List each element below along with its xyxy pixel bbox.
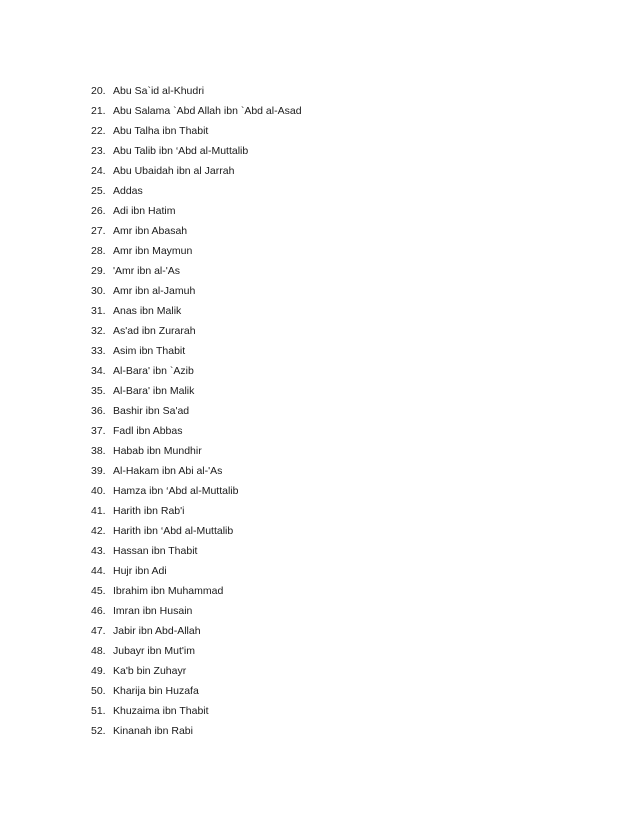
- list-item-number: 24.: [91, 165, 106, 177]
- list-item-number: 27.: [91, 225, 106, 237]
- list-item-name: Jabir ibn Abd-Allah: [113, 625, 201, 637]
- list-item: [91, 361, 302, 381]
- list-item-number: 45.: [91, 585, 106, 597]
- list-item-name: Al-Bara' ibn `Azib: [113, 365, 194, 377]
- list-item: [91, 381, 302, 401]
- list-item-name: Habab ibn Mundhir: [113, 445, 202, 457]
- list-item: [91, 581, 302, 601]
- list-item-name: Fadl ibn Abbas: [113, 425, 183, 437]
- list-item: [91, 181, 302, 201]
- list-item-name: Abu Sa`id al-Khudri: [113, 85, 205, 97]
- list-item-number: 20.: [91, 85, 106, 97]
- list-item-name: Amr ibn Abasah: [113, 225, 188, 237]
- list-item: [91, 461, 302, 481]
- list-item-number: 23.: [91, 145, 106, 157]
- list-item: [91, 721, 302, 741]
- list-item-name: Ibrahim ibn Muhammad: [113, 585, 224, 597]
- list-item-number: 31.: [91, 305, 106, 317]
- list-item-number: 38.: [91, 445, 106, 457]
- list-item-number: 36.: [91, 405, 106, 417]
- list-item: [91, 161, 302, 181]
- list-item: [91, 141, 302, 161]
- list-item-number: 41.: [91, 505, 106, 517]
- list-item-name: Ka'b bin Zuhayr: [113, 665, 187, 677]
- list-item-name: Al-Hakam ibn Abi al-'As: [113, 465, 223, 477]
- list-item-name: As'ad ibn Zurarah: [113, 325, 196, 337]
- list-item: [91, 641, 302, 661]
- list-item-number: 47.: [91, 625, 106, 637]
- list-item: [91, 281, 302, 301]
- list-item: [91, 621, 302, 641]
- list-item: [91, 121, 302, 141]
- list-item-name: Addas: [113, 185, 143, 197]
- list-item: [91, 201, 302, 221]
- list-item: [91, 701, 302, 721]
- list-item-name: Amr ibn al-Jamuh: [113, 285, 196, 297]
- list-item-number: 50.: [91, 685, 106, 697]
- list-item: [91, 441, 302, 461]
- list-item: [91, 261, 302, 281]
- list-item: [91, 401, 302, 421]
- list-item: [91, 221, 302, 241]
- list-item: [91, 541, 302, 561]
- list-item-number: 43.: [91, 545, 106, 557]
- list-item-name: Abu Salama `Abd Allah ibn `Abd al-Asad: [113, 105, 302, 117]
- list-item-number: 52.: [91, 725, 106, 737]
- list-item-number: 34.: [91, 365, 106, 377]
- list-item-number: 26.: [91, 205, 106, 217]
- list-item: [91, 601, 302, 621]
- list-item-number: 30.: [91, 285, 106, 297]
- list-item-number: 49.: [91, 665, 106, 677]
- list-item-name: Asim ibn Thabit: [113, 345, 186, 357]
- list-item-name: Khuzaima ibn Thabit: [113, 705, 209, 717]
- list-item-name: 'Amr ibn al-'As: [113, 265, 181, 277]
- list-item: [91, 101, 302, 121]
- list-item: [91, 681, 302, 701]
- list-item-number: 44.: [91, 565, 106, 577]
- list-item-name: Harith ibn ‘Abd al-Muttalib: [113, 525, 234, 537]
- list-item-name: Bashir ibn Sa'ad: [113, 405, 190, 417]
- list-item: [91, 521, 302, 541]
- list-item: [91, 481, 302, 501]
- list-item-name: Hujr ibn Adi: [113, 565, 167, 577]
- list-item-name: Harith ibn Rab'i: [113, 505, 185, 517]
- list-item-number: 28.: [91, 245, 106, 257]
- list-item: [91, 341, 302, 361]
- list-item: [91, 421, 302, 441]
- list-item-number: 39.: [91, 465, 106, 477]
- list-item: [91, 321, 302, 341]
- list-item: [91, 301, 302, 321]
- list-item: [91, 561, 302, 581]
- list-item-number: 48.: [91, 645, 106, 657]
- list-item-number: 35.: [91, 385, 106, 397]
- list-item-name: Abu Talib ibn ‘Abd al-Muttalib: [113, 145, 249, 157]
- list-item-name: Anas ibn Malik: [113, 305, 182, 317]
- list-item-name: Al-Bara' ibn Malik: [113, 385, 195, 397]
- list-item-name: Imran ibn Husain: [113, 605, 193, 617]
- list-item-name: Hassan ibn Thabit: [113, 545, 198, 557]
- list-item: [91, 501, 302, 521]
- list-item-number: 40.: [91, 485, 106, 497]
- list-item-number: 42.: [91, 525, 106, 537]
- list-item-name: Kinanah ibn Rabi: [113, 725, 193, 737]
- list-item-number: 29.: [91, 265, 106, 277]
- list-item-name: Abu Talha ibn Thabit: [113, 125, 209, 137]
- list-item-number: 51.: [91, 705, 106, 717]
- list-item-name: Kharija bin Huzafa: [113, 685, 199, 697]
- list-item: [91, 661, 302, 681]
- list-item-number: 33.: [91, 345, 106, 357]
- numbered-name-list: [91, 81, 302, 741]
- list-item-number: 32.: [91, 325, 106, 337]
- list-item-number: 22.: [91, 125, 106, 137]
- list-item: [91, 81, 302, 101]
- list-item-name: Jubayr ibn Mut'im: [113, 645, 195, 657]
- list-item-name: Hamza ibn ‘Abd al-Muttalib: [113, 485, 239, 497]
- list-item-name: Adi ibn Hatim: [113, 205, 176, 217]
- list-item-name: Amr ibn Maymun: [113, 245, 193, 257]
- list-item-number: 46.: [91, 605, 106, 617]
- list-item-number: 21.: [91, 105, 106, 117]
- list-item-number: 37.: [91, 425, 106, 437]
- list-item: [91, 241, 302, 261]
- list-item-name: Abu Ubaidah ibn al Jarrah: [113, 165, 235, 177]
- list-item-number: 25.: [91, 185, 106, 197]
